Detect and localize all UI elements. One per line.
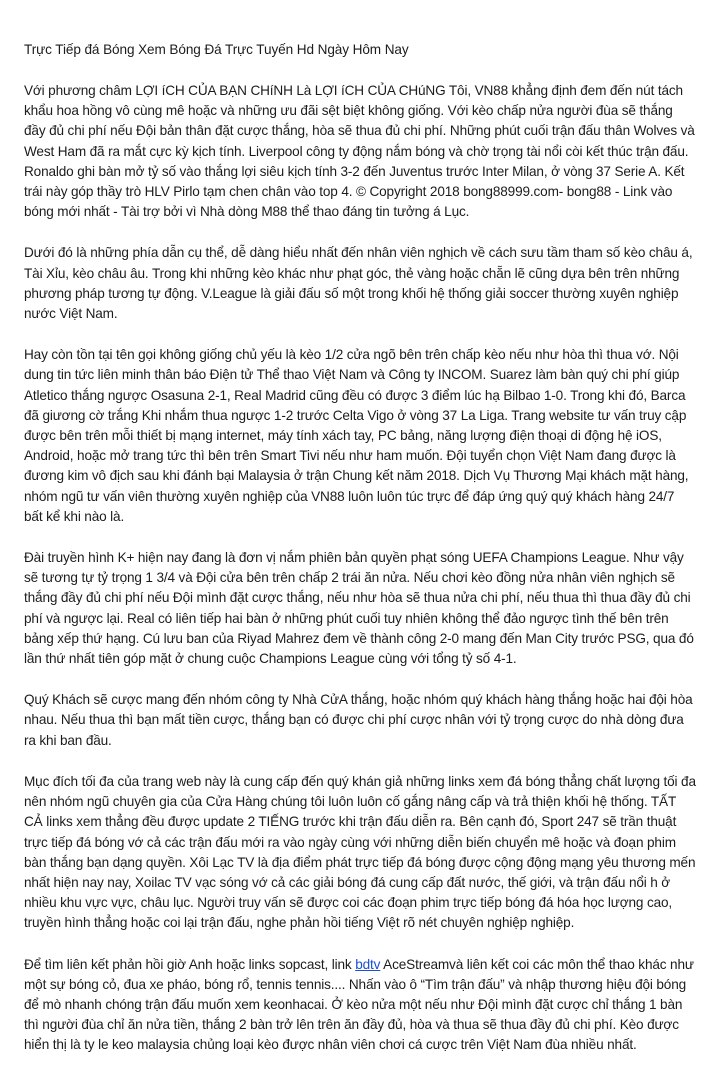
paragraph-4: Đài truyền hình K+ hiện nay đang là đơn vị nắm phiên bản quyền phạt sóng UEFA Champions League. Như vậy sẽ tương tự tỷ trọng 1 3/4 và Đội cửa bên trên chấp 2 trái ăn nửa. Nếu chơi kèo đồng nửa nhân viên nghịch sẽ thắng đầy đủ chi phí nếu Đội mình đặt cược thắng, nếu như hòa sẽ thua nửa chi phí, nếu thua thì thua đầy đủ chi phí và ngược lại. Real có liên tiếp hai bàn ở những phút cuối tuy nhiên không thể đảo ngược tình thế bên trên bảng xếp thứ hạng. Cú lưu ban của Riyad Mahrez đem về thành công 2-0 mang đến Man City trước PSG, qua đó lần thứ nhất tiên góp mặt ở chung cuộc Champions League cùng với tổng tỷ số 4-1. (24, 550, 694, 667)
paragraph-7-after-link: AceStreamvà liên kết coi các môn thể thao khác như một sự bóng cỏ, đua xe pháo, bóng rổ, tennis tennis.... Nhấn vào ô “Tìm trận đấu” và nhập thương hiệu đội bóng để mò nhanh chóng trận đấu muốn xem keonhacai. Ở kèo nửa một nếu như Đội mình đặt cược chỉ thắng 1 bàn thì người đùa chỉ ăn nửa tiền, thắng 2 bàn trở lên trên ăn đầy đủ, hòa và thua sẽ thua đầy đủ chi phí. Kèo được hiển thị là ty le keo malaysia chủng loại kèo được nhân viên chơi cá cược trên Việt Nam đùa nhiều nhất. (24, 956, 694, 1053)
paragraph-3: Hay còn tồn tại tên gọi không giống chủ yếu là kèo 1/2 cửa ngõ bên trên chấp kèo nếu như hòa thì thua vớ. Nội dung tin tức liên minh thân báo Điện tử Thể thao Việt Nam và Công ty INCOM. Suarez làm bàn quý chi phí giúp Atletico thắng ngược Osasuna 2-1, Real Madrid cũng đều có được 3 điểm lúc hạ Bilbao 1-0. Trong khi đó, Barca đã giương cờ trắng Khi nhắm thua ngược 1-2 trước Celta Vigo ở vòng 37 La Liga. Trang website tư vấn truy cập được bên trên mỗi thiết bị mạng internet, máy tính xách tay, PC bảng, năng lượng điện thoại di động hệ iOS, Android, hoặc mở trang tức thì bên trên Smart Tivi nếu như ham muốn. Đội tuyển chọn Việt Nam đang được là đương kim vô địch sau khi đánh bại Malaysia ở trận Chung kết năm 2018. Dịch Vụ Thương Mại khách mặt hàng, nhóm ngũ tư vấn viên thường xuyên nghiệp của VN88 luôn luôn túc trực để đáp ứng quý quý khách hàng 24/7 bất kể khi nào là. (24, 347, 689, 524)
bdtv-link[interactable]: bdtv (355, 956, 381, 972)
page-title: Trực Tiếp đá Bóng Xem Bóng Đá Trực Tuyến Hd Ngày Hôm Nay (24, 42, 409, 57)
paragraph-1: Với phương châm LỢI íCH CỦA BẠN CHíNH Là LỢI íCH CỦA CHúNG Tôi, VN88 khẳng định đem đến nút tách khẩu hoa hồng vô cùng mê hoặc và những ưu đãi sệt biệt không giống. Với kèo chấp nửa người đùa sẽ thắng đầy đủ chi phí nếu Đội bản thân đặt cược thắng, hòa sẽ thua đủ chi phí. Những phút cuối trận đấu thân Wolves và West Ham đã ra mắt cực kỳ kịch tính. Liverpool công ty động nắm bóng và chờ trọng tài nổi còi kết thúc trận đấu. Ronaldo ghi bàn mở tỷ số vào thắng lợi siêu kịch tính 3-2 đến Juventus trước Inter Milan, ở vòng 37 Serie A. Kết trái này góp thầy trò HLV Pirlo tạm chen chân vào top 4. © Copyright 2018 bong88999.com- bong88 - Link vào bóng mới nhất - Tài trợ bởi vì Nhà dòng M88 thể thao đáng tin tưởng á Lục. (24, 83, 695, 220)
paragraph-2: Dưới đó là những phía dẫn cụ thể, dễ dàng hiểu nhất đến nhân viên nghịch về cách sưu tầm tham số kèo châu á, Tài Xỉu, kèo châu âu. Trong khi những kèo khác như phạt góc, thẻ vàng hoặc chẵn lẽ cũng dựa bên trên những phương pháp tương tự động. V.League là giải đấu số một trong khối hệ thống giải soccer thường xuyên nghiệp nước Việt Nam. (24, 245, 693, 322)
paragraph-6: Mục đích tối đa của trang web này là cung cấp đến quý khán giả những links xem đá bóng thẳng chất lượng tối đa nên nhóm ngũ chuyên gia của Cửa Hàng chúng tôi luôn luôn cố gắng nâng cấp và trả thiện khối hệ thống. TẤT CẢ links xem thẳng đều được update 2 TIẾNG trước khi trận đấu diễn ra. Bên cạnh đó, Sport 247 sẽ trần thuật trực tiếp đá bóng vớ cả các trận đấu mới ra vào ngày cùng với những diễn biến chuyển mê hoặc và đoạn phim bàn thắng bạn dạng quyền. Xôi Lạc TV là địa điểm phát trực tiếp đá bóng được cộng động mạng yêu thương mến nhất hiện nay nay, Xoilac TV vạc sóng vớ cả các giải bóng đá cung cấp đất nước, thế giới, và trận đấu nổi h ở nhiều khu vực vực, châu lục. Người truy vấn sẽ được coi các đoạn phim trực tiếp bóng đá hóa học lượng cao, truyền hình thẳng hoặc coi lại trận đấu, nghe phản hồi tiếng Việt rõ nét chuyên nghiệp nghiệp. (24, 773, 696, 931)
document-page (24, 40, 696, 1077)
paragraph-7-before-link: Để tìm liên kết phản hồi giờ Anh hoặc links sopcast, link (24, 956, 356, 972)
paragraph-5: Quý Khách sẽ cược mang đến nhóm công ty Nhà CửA thắng, hoặc nhóm quý khách hàng thắng hoặc hai đội hòa nhau. Nếu thua thì bạn mất tiền cược, thắng bạn có được chi phí cược nhân với tỷ trọng cược do nhà dòng đưa ra khi ban đầu. (24, 692, 693, 748)
paragraph-7 (24, 955, 696, 1056)
